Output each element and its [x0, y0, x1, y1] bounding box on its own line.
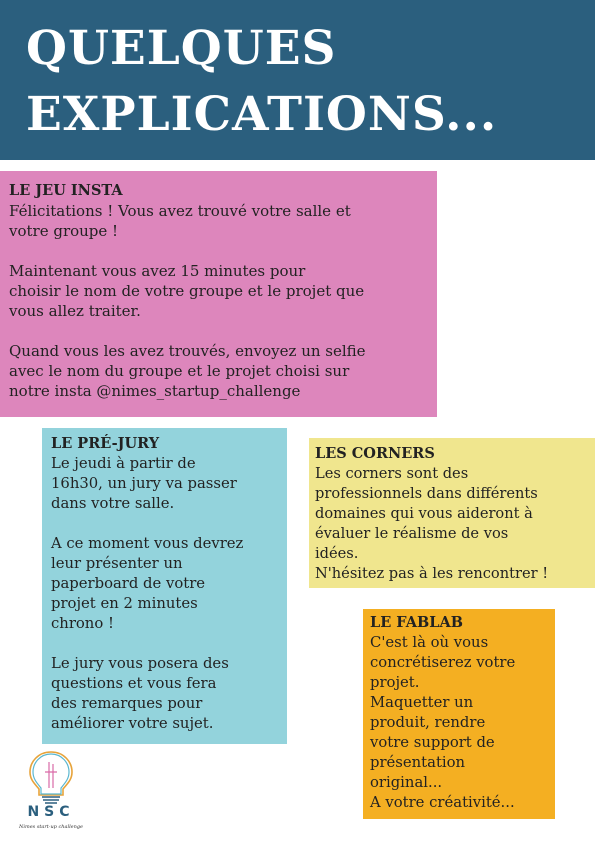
text-line: original... [370, 774, 443, 791]
text-line: paperboard de votre [51, 575, 206, 592]
text-line: projet. [370, 674, 420, 691]
text-line: produit, rendre [370, 714, 486, 731]
text-line: concrétiserez votre [370, 654, 516, 671]
card-title: LE PRÉ-JURY [51, 435, 160, 452]
page-title [26, 16, 497, 148]
card-paragraph [9, 341, 437, 401]
text-line: A ce moment vous devrez [51, 535, 244, 552]
card-title: LE FABLAB [370, 614, 463, 631]
text-line: A votre créativité... [370, 794, 515, 811]
text-line: votre support de [370, 734, 495, 751]
text-line: chrono ! [51, 615, 114, 632]
text-line: C'est là où vous [370, 634, 489, 651]
card-paragraph [51, 454, 287, 514]
text-line: Félicitations ! Vous avez trouvé votre salle et [9, 202, 351, 220]
text-line: idées. [315, 545, 359, 562]
card-paragraph [9, 261, 437, 321]
logo-tagline: Nimes start-up challenge [18, 824, 84, 830]
text-line: Le jury vous posera des [51, 655, 229, 672]
text-line: choisir le nom de votre groupe et le projet que [9, 282, 365, 300]
text-line: Les corners sont des [315, 465, 469, 482]
text-line: des remarques pour [51, 695, 203, 712]
card-paragraph [315, 464, 595, 584]
text-line: votre groupe ! [9, 222, 119, 240]
title-line-1: QUELQUES [26, 21, 337, 76]
card-paragraph [9, 201, 437, 241]
text-line: évaluer le réalisme de vos [315, 525, 509, 542]
text-line: N'hésitez pas à les rencontrer ! [315, 565, 549, 582]
text-line: dans votre salle. [51, 495, 175, 512]
card-pre-jury [42, 428, 287, 744]
card-paragraph [51, 534, 287, 634]
lightbulb-icon [16, 748, 86, 808]
text-line: Maquetter un [370, 694, 474, 711]
text-line: 16h30, un jury va passer [51, 475, 237, 492]
text-line: avec le nom du groupe et le projet choisi sur [9, 362, 350, 380]
card-title: LE JEU INSTA [9, 182, 123, 199]
text-line: projet en 2 minutes [51, 595, 198, 612]
text-line: Maintenant vous avez 15 minutes pour [9, 262, 306, 280]
text-line: professionnels dans différents [315, 485, 538, 502]
card-title: LES CORNERS [315, 445, 435, 462]
text-line: leur présenter un [51, 555, 183, 572]
card-fablab [363, 609, 555, 819]
card-corners [309, 438, 595, 588]
text-line: Le jeudi à partir de [51, 455, 196, 472]
title-line-2: EXPLICATIONS... [26, 87, 498, 142]
text-line: Quand vous les avez trouvés, envoyez un selfie [9, 342, 366, 360]
card-jeu-insta [0, 171, 437, 417]
card-paragraph [51, 654, 287, 734]
text-line: notre insta @nimes_startup_challenge [9, 382, 301, 400]
text-line: présentation [370, 754, 466, 771]
nsc-logo [16, 748, 86, 834]
header-banner [0, 0, 595, 160]
text-line: questions et vous fera [51, 675, 217, 692]
card-paragraph [370, 633, 555, 813]
text-line: vous allez traiter. [9, 302, 141, 320]
text-line: améliorer votre sujet. [51, 715, 214, 732]
text-line: domaines qui vous aideront à [315, 505, 533, 522]
logo-letters: NSC [27, 804, 75, 820]
